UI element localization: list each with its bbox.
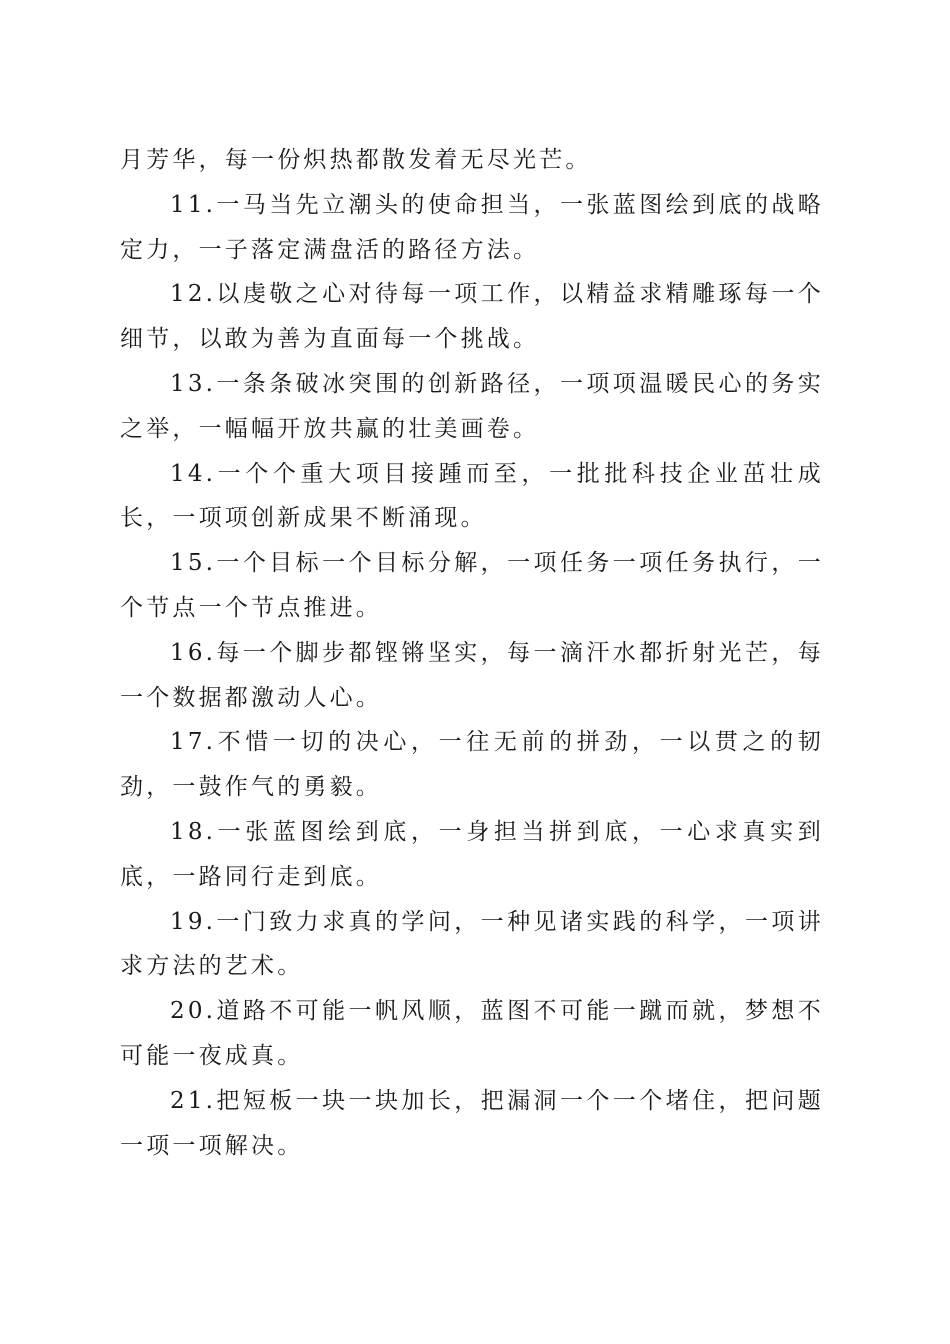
paragraph-item-18: 18.一张蓝图绘到底，一身担当拼到底，一心求真实到底，一路同行走到底。 xyxy=(120,818,824,890)
paragraph-item-14: 14.一个个重大项目接踵而至，一批批科技企业茁壮成长，一项项创新成果不断涌现。 xyxy=(120,460,824,532)
paragraph-item-21: 21.把短板一块一块加长，把漏洞一个一个堵住，把问题一项一项解决。 xyxy=(120,1087,824,1159)
document-body xyxy=(120,138,824,1168)
paragraph-item-15: 15.一个目标一个目标分解，一项任务一项任务执行，一个节点一个节点推进。 xyxy=(120,550,824,621)
paragraph-item-19: 19.一门致力求真的学问，一种见诸实践的科学，一项讲求方法的艺术。 xyxy=(120,908,824,980)
paragraph-item-13: 13.一条条破冰突围的创新路径，一项项温暖民心的务实之举，一幅幅开放共赢的壮美画卷。 xyxy=(120,370,824,442)
paragraph-continuation: 月芳华，每一份炽热都散发着无尽光芒。 xyxy=(120,147,592,173)
paragraph-item-12: 12.以虔敬之心对待每一项工作，以精益求精雕琢每一个细节，以敢为善为直面每一个挑战。 xyxy=(120,281,824,353)
paragraph-item-17: 17.不惜一切的决心，一往无前的拼劲，一以贯之的韧劲，一鼓作气的勇毅。 xyxy=(120,729,824,801)
paragraph-item-20: 20.道路不可能一帆风顺，蓝图不可能一蹴而就，梦想不可能一夜成真。 xyxy=(120,998,824,1069)
paragraph-item-16: 16.每一个脚步都铿锵坚实，每一滴汗水都折射光芒，每一个数据都激动人心。 xyxy=(120,639,824,711)
paragraph-item-11: 11.一马当先立潮头的使命担当，一张蓝图绘到底的战略定力，一子落定满盘活的路径方法。 xyxy=(120,191,824,263)
